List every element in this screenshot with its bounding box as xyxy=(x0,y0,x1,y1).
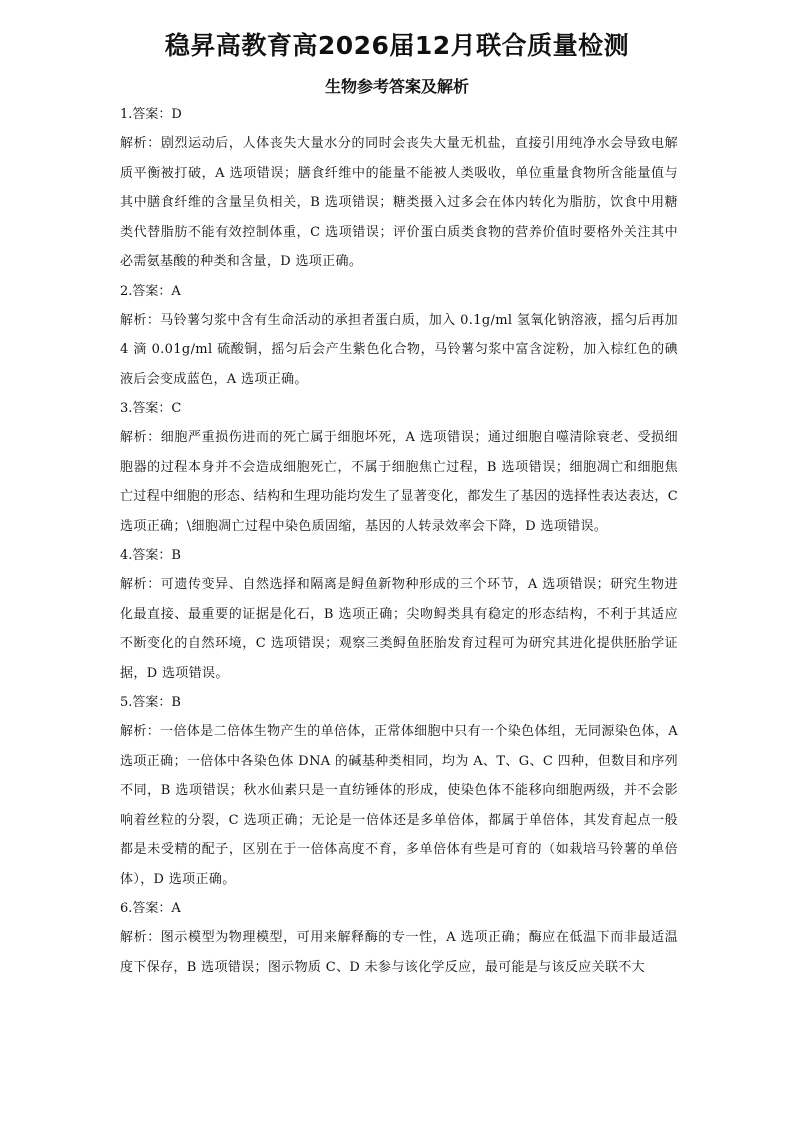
explanation-2: 解析：马铃薯匀浆中含有生命活动的承担者蛋白质，加入 0.1g/ml 氢氧化钠溶液，摇匀后再加 4 滴 0.01g/ml 硫酸铜，摇匀后会产生紫色化合物，马铃薯匀浆中富含淀粉，加入棕红色的碘液后会变成蓝色，A 选项正确。 xyxy=(120,312,678,387)
document-title: 稳昇高教育高2026届12月联合质量检测 xyxy=(164,31,630,60)
answer-line-2: 2.答案：A xyxy=(120,283,181,299)
explanation-1: 解析：剧烈运动后，人体丧失大量水分的同时会丧失大量无机盐，直接引用纯净水会导致电解质平衡被打破，A 选项错误；膳食纤维中的能量不能被人类吸收，单位重量食物所含能量值与其中膳食纤维的含量呈负相关，B 选项错误；糖类摄入过多会在体内转化为脂肪，饮食中用糖类代替脂肪不能有效控制体重，C 选项错误；评价蛋白质类食物的营养价值时要格外关注其中必需氨基酸的种类和含量，D 选项正确。 xyxy=(120,136,678,269)
explanation-3: 解析：细胞严重损伤进而的死亡属于细胞坏死，A 选项错误；通过细胞自噬清除衰老、受损细胞器的过程本身并不会造成细胞死亡，不属于细胞焦亡过程，B 选项错误；细胞凋亡和细胞焦亡过程中细胞的形态、结构和生理功能均发生了显著变化，都发生了基因的选择性表达表达，C 选项正确；\细胞凋亡过程中染色质固缩，基因的人转录效率会下降，D 选项错误。 xyxy=(120,430,678,534)
answer-list xyxy=(120,100,678,982)
answer-line-5: 5.答案：B xyxy=(120,695,181,710)
explanation-4: 解析：可遗传变异、自然选择和隔离是鲟鱼新物种形成的三个环节，A 选项错误；研究生物进化最直接、最重要的证据是化石，B 选项正确；尖吻鲟类具有稳定的形态结构，不利于其适应不断变化的自然环境，C 选项错误；观察三类鲟鱼胚胎发育过程可为研究其进化提供胚胎学证据，D 选项错误。 xyxy=(120,577,678,681)
answer-line-3: 3.答案：C xyxy=(120,401,182,416)
explanation-5: 解析：一倍体是二倍体生物产生的单倍体，正常体细胞中只有一个染色体组，无同源染色体，A 选项正确；一倍体中各染色体 DNA 的碱基种类相同，均为 A、T、G、C 四种，但数目和序列不同，B 选项错误；秋水仙素只是一直纺锤体的形成，使染色体不能移向细胞两级，并不会影响着丝粒的分裂，C 选项正确；无论是一倍体还是多单倍体，都属于单倍体，其发育起点一般都是未受精的配子，区别在于一倍体高度不育，多单倍体有些是可育的（如栽培马铃薯的单倍体），D 选项正确。 xyxy=(120,724,678,887)
explanation-6: 解析：图示模型为物理模型，可用来解释酶的专一性，A 选项正确；酶应在低温下而非最适温度下保存，B 选项错误；图示物质 C、D 未参与该化学反应，最可能是与该反应关联不大 xyxy=(120,930,678,975)
document-subtitle: 生物参考答案及解析 xyxy=(324,77,469,96)
answer-line-6: 6.答案：A xyxy=(120,901,181,916)
answer-line-1: 1.答案：D xyxy=(120,107,182,122)
answer-line-4: 4.答案：B xyxy=(120,548,181,563)
